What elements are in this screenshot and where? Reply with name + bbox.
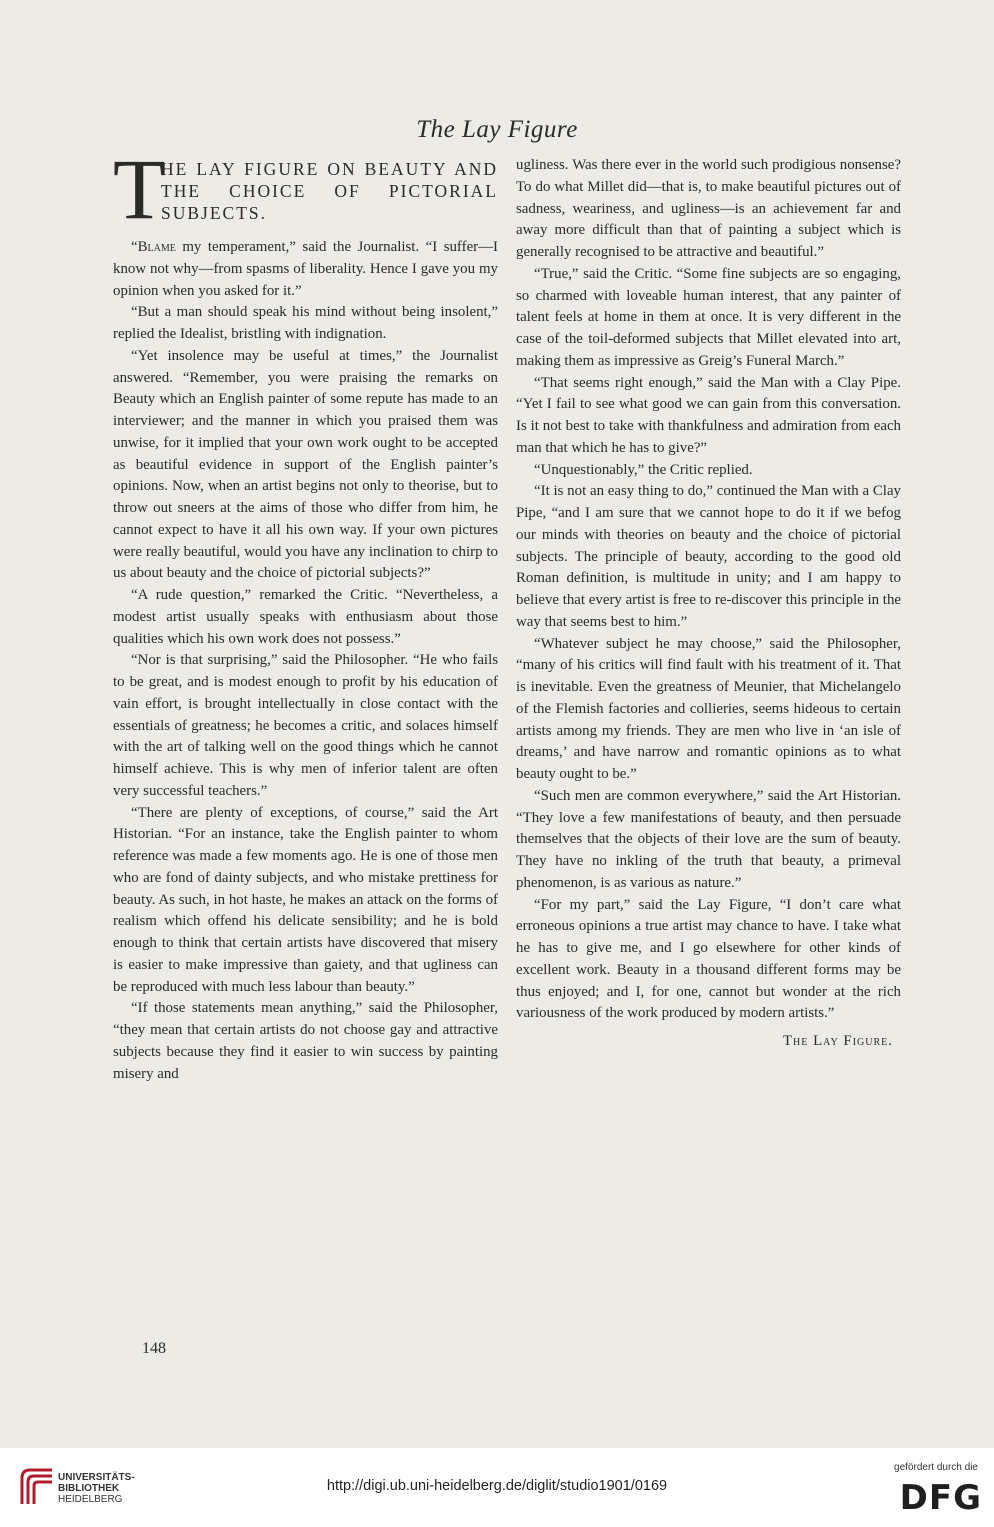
article-paragraph: “Such men are common everywhere,” said the Art Historian. “They love a few manifestations of beauty, and then persuade themselves that the objects of their love are the sum of beauty. They have no inkling of the truth that beauty, a primeval phenomenon, is as various as nature.” [516,787,901,891]
article-paragraph: “That seems right enough,” said the Man with a Clay Pipe. “Yet I fail to see what good we can gain from this conversation. Is it not best to take with thankfulness and admiration from each man that which he has to give?” [516,374,901,456]
lead-word: “Blame [131,239,176,255]
article-paragraph: ugliness. Was there ever in the world such prodigious nonsense? To do what Millet did—that is, to make beautiful pictures out of sadness, weariness, and ugliness—is an achievement far and away more difficult than that of painting a subject which is generally recognised to be attractive and beautiful.” [516,157,901,260]
paragraph-text: “There are plenty of exceptions, of course,” said the Art Historian. “For an instance, take the English painter to whom reference was made a few moments ago. He is one of those men who are fond of dainty subjects, and who mistake prettiness for beauty. As such, in hot haste, he makes an attack on the forms of realism which offend his delicate sensibility; and he is bold enough to think that certain artists have discovered that misery is easier to make impressive than gaiety, and that ugliness can be reproduced with much less labour than beauty.” [113,804,498,995]
article-paragraph [113,302,498,346]
library-name-line2: BIBLIOTHEK [58,1483,120,1494]
article-paragraph: “Whatever subject he may choose,” said the Philosopher, “many of his critics will find fault with his treatment of it. That is inevitable. Even the greatness of Meunier, that Michelangelo of the Flemish factories and collieries, seems hideous to certain artists among my friends. They are men who live in ‘an isle of dreams,’ and have narrow and romantic opinions as to what beauty ought to be.” [516,635,901,782]
left-column [113,141,498,1085]
article-headline [113,141,498,237]
source-url-link[interactable]: http://digi.ub.uni-heidelberg.de/diglit/studio1901/0169 [326,1478,668,1494]
article-paragraph [113,585,498,650]
article-paragraph [113,650,498,802]
library-name-line1: UNIVERSITÄTS- [58,1472,135,1483]
left-paragraphs [113,237,498,1085]
paragraph-text: “But a man should speak his mind without being insolent,” replied the Idealist, bristling with indignation. [113,304,498,342]
page-number: 148 [142,1340,166,1357]
right-paragraphs [516,155,901,1025]
running-title: The Lay Figure [416,116,578,143]
article-paragraph [113,346,498,585]
article-paragraph: “For my part,” said the Lay Figure, “I don’t care what erroneous opinions a true artist may chance to have. I take what he has to give me, and I go elsewhere for other kinds of excellent work. Beauty in a thousand different forms may be thus enjoyed; and I, for one, cannot but wonder at the rich variousness of the work produced by modern artists.” [516,896,901,1022]
article-paragraph: “Unquestionably,” the Critic replied. [534,461,753,478]
paragraph-text: my temperament,” said the Journalist. “I suffer—I know not why—from spasms of liberality. Hence I gave you my opinion when you asked for it.” [113,239,498,299]
article-paragraph [113,998,498,1085]
paragraph-text: “A rude question,” remarked the Critic. “Nevertheless, a modest artist usually speaks with enthusiasm about those qualities which his own work does not possess.” [113,587,498,647]
funded-by-label: gefördert durch die [894,1462,978,1473]
dfg-logo: DFG [899,1478,982,1518]
paragraph-text: “Nor is that surprising,” said the Philosopher. “He who fails to be great, and is modest enough to profit by his education of vain effort, is brought intellectually in close contact with the essentials of greatness; he becomes a critic, and solaces himself with the art of talking well on the good things which he cannot himself achieve. This is why men of inferior talent are often very successful teachers.” [113,652,498,799]
article-paragraph: “True,” said the Critic. “Some fine subjects are so engaging, so charmed with loveable human interest, that any painter of talent feels at home in them at once. It is very different in the case of the toil-deformed subjects that Millet elevated into art, making them as impressive as Greig’s Funeral March.” [516,265,901,369]
library-name-line3: HEIDELBERG [58,1494,123,1505]
author-signature: The Lay Figure. [782,1033,893,1049]
viewer-footer [0,1448,994,1527]
paragraph-text: “If those statements mean anything,” said the Philosopher, “they mean that certain artists do not choose gay and attractive subjects because they find it easier to win success by painting misery and [113,1000,498,1082]
headline-text: HE LAY FIGURE ON BEAUTY AND THE CHOICE OF PICTORIAL SUBJECTS. [161,159,498,223]
article-paragraph [113,803,498,999]
paragraph-text: “Yet insolence may be useful at times,” the Journalist answered. “Remember, you were praising the remarks on Beauty which an English painter of some repute has made to an interviewer; and the manner in which you praised them was unwise, for it implied that your own work ought to be accepted as beautiful evidence in support of the English painter’s opinions. Now, when an artist begins not only to theorise, but to throw out sneers at the aims of those who differ from him, he cannot expect to have it all his own way. If your own pictures were really beautiful, would you have any inclination to chirp to us about beauty and the choice of pictorial subjects?” [113,347,498,582]
article-paragraph [113,237,498,302]
right-column [516,155,901,1053]
drop-cap: T [113,141,166,237]
article-paragraph: “It is not an easy thing to do,” continued the Man with a Clay Pipe, “and I am sure that we cannot hope to do it if we befog our minds with theories on beauty and the choice of pictorial subjects. The principle of beauty, according to the good old Roman definition, is multitude in unity; and I am happy to believe that every artist is free to re-discover this principle in the way that seems best to him.” [516,483,901,630]
